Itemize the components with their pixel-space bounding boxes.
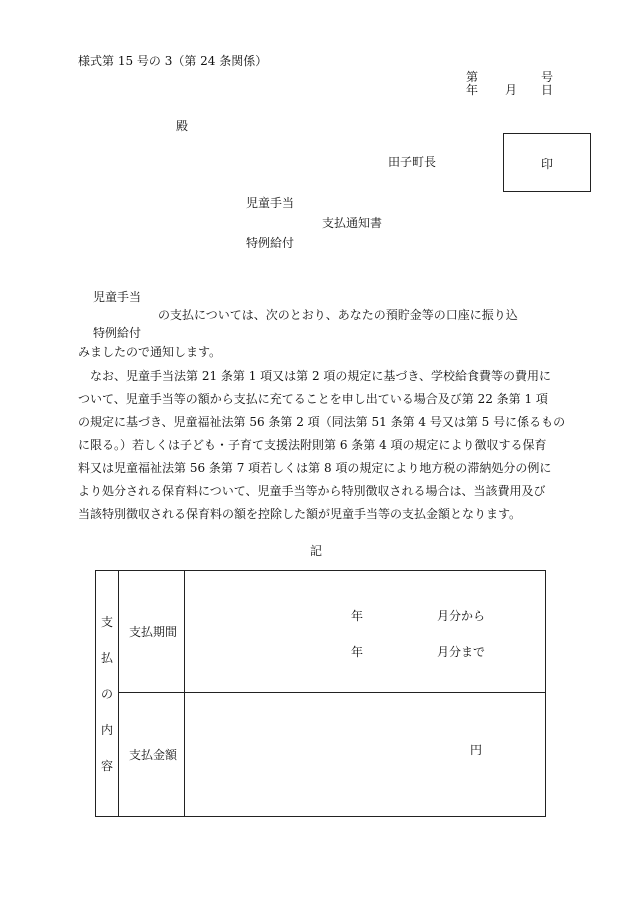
p1-ending-text: みましたので通知します。 [78,345,222,359]
note-line: に限る。）若しくは子ども・子育て支援法附則第 6 条第 4 項の規定により徴収する保育 [78,438,547,452]
note-line: なお、児童手当法第 21 条第 1 項又は第 2 項の規定に基づき、学校給食費等の費用に [90,369,551,383]
side-label-char: 内 [100,722,113,737]
payment-details-table [95,570,546,817]
title-special-benefit: 特例給付 [246,236,295,250]
payment-amount-value [185,693,546,817]
period-from-month: 月分から [437,609,486,623]
document-number-suffix: 号 [541,70,554,84]
document-number-prefix: 第 [466,70,479,84]
form-number: 様式第 15 号の 3（第 24 条関係） [78,54,268,68]
amount-unit-yen: 円 [470,743,483,757]
title-payment-notice: 支払通知書 [322,216,383,230]
note-line: より処分される保育料について、児童手当等から特別徴収される場合は、当該費用及び [78,484,546,498]
payment-amount-label: 支払金額 [119,693,185,817]
issuer-title: 田子町長 [388,155,437,169]
p1-special-benefit: 特例給付 [93,326,142,340]
payment-content-side-label [96,571,119,817]
p1-child-allowance: 児童手当 [93,290,142,304]
note-line: ついて、児童手当等の額から支払に充てることを申し出ている場合及び第 22 条第 1 項 [78,392,548,406]
payment-period-value [185,571,546,693]
side-label-char: 容 [100,758,113,773]
title-child-allowance: 児童手当 [246,196,295,210]
date-year: 年 [466,83,479,97]
side-label-char: 支 [100,614,113,629]
addressee-honorific: 殿 [176,119,189,133]
note-line: 当該特別徴収される保育料の額を控除した額が児童手当等の支払金額となります。 [78,507,522,521]
date-day: 日 [541,83,554,97]
payment-period-label: 支払期間 [119,571,185,693]
seal-mark: 印 [541,157,554,171]
p1-main-text: の支払については、次のとおり、あなたの預貯金等の口座に振り込 [158,308,518,322]
side-label-char: の [100,686,113,701]
date-month: 月 [505,83,518,97]
period-to-month: 月分まで [437,645,486,659]
period-to-year: 年 [351,645,364,659]
seal-box [503,133,591,192]
side-label-char: 払 [100,650,113,665]
note-line: 料又は児童福祉法第 56 条第 7 項若しくは第 8 項の規定により地方税の滞納処分の例に [78,461,552,475]
period-from-year: 年 [351,609,364,623]
note-line: の規定に基づき、児童福祉法第 56 条第 2 項（同法第 51 条第 4 号又は第 5 号に係るもの [78,415,566,429]
note-paragraph [78,365,566,526]
record-label: 記 [310,544,323,558]
